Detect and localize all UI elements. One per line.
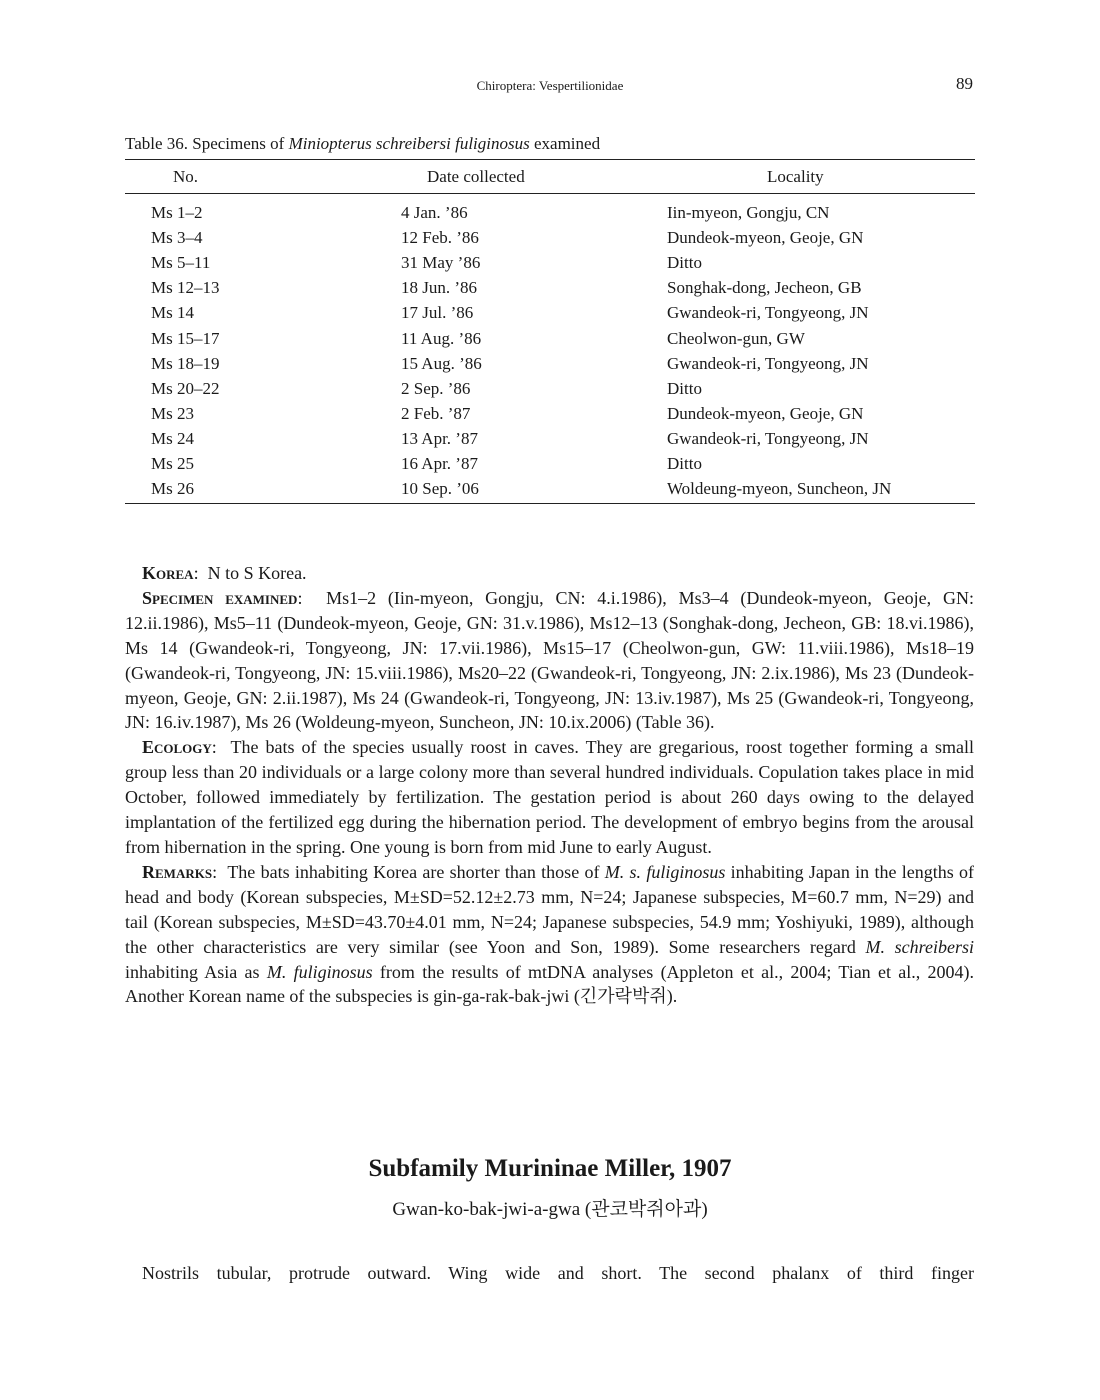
remarks-label: Remarks [142, 861, 213, 882]
cell-no: Ms 25 [151, 453, 194, 473]
cell-locality: Songhak-dong, Jecheon, GB [667, 278, 862, 298]
cell-no: Ms 23 [151, 403, 194, 423]
subfamily-description: Nostrils tubular, protrude outward. Wing wide and short. The second phalanx of third finger [142, 1263, 974, 1283]
cell-locality: Gwandeok-ri, Tongyeong, JN [667, 353, 869, 373]
cell-locality: Ditto [667, 378, 702, 398]
cell-date: 10 Sep. ’06 [401, 476, 667, 504]
table-row [125, 451, 975, 476]
cell-no: Ms 18–19 [151, 353, 220, 373]
remarks-species-1: M. s. fuliginosus [604, 861, 726, 882]
cell-date: 16 Apr. ’87 [401, 453, 478, 473]
column-header-no: No. [125, 160, 401, 194]
remarks-text-2: inhabiting Japan in the lengths of head and body (Korean subspecies, M±SD=52.12±2.73 mm, N=24; Japanese subspecies, M=60.7 mm, N=29) and tail (Korean subspecies, M±SD=43.70±4.01 mm, N=24; Japanese subspecies, 54.9 mm; Yoshiyuki, 1989), although the other characteristics are very similar (see Yoon and Son, 1989). Some researchers regard [125, 861, 974, 957]
cell-locality: Gwandeok-ri, Tongyeong, JN [667, 428, 869, 448]
cell-locality: Ditto [667, 453, 702, 473]
species-account [125, 561, 974, 1009]
korea-paragraph: Korea: N to S Korea. [142, 563, 307, 583]
cell-locality: Cheolwon-gun, GW [667, 328, 805, 348]
subfamily-korean-name: Gwan-ko-bak-jwi-a-gwa (관코박쥐아과) [392, 1199, 708, 1220]
cell-date: 2 Sep. ’86 [401, 378, 471, 398]
caption-prefix: Table 36. Specimens of [125, 134, 289, 153]
remarks-text-3: inhabiting Asia as [125, 961, 267, 982]
cell-date: 2 Feb. ’87 [401, 403, 471, 423]
cell-locality: Dundeok-myeon, Geoje, GN [667, 403, 864, 423]
remarks-text-4: from the results of mtDNA analyses (Appleton et al., 2004; Tian et al., 2004). Another Korean name of the subspecies is gin-ga-rak-bak-jwi (긴가락박쥐). [125, 961, 974, 1007]
ecology-paragraph: Ecology: The bats of the species usually roost in caves. They are gregarious, roost together forming a small group less than 20 individuals or a large colony more than several hundred individuals. Copulation takes place in mid October, followed immediately by fertilization. The gestation period is about 260 days owing to the delayed implantation of the fertilized egg during the hibernation period. The development of embryo begins from the arousal from hibernation in the spring. One young is born from mid June to early August. [125, 737, 974, 857]
table-row [125, 275, 975, 300]
table-row [125, 225, 975, 250]
cell-date: 31 May ’86 [401, 253, 481, 273]
table-row [125, 476, 975, 504]
korea-text: N to S Korea. [207, 563, 307, 583]
table-row [125, 325, 975, 350]
cell-locality: Iin-myeon, Gongju, CN [667, 203, 830, 223]
running-head: Chiroptera: Vespertilionidae [476, 78, 624, 93]
page-number: 89 [956, 74, 973, 93]
cell-no: Ms 3–4 [151, 228, 203, 248]
cell-locality: Woldeung-myeon, Suncheon, JN [667, 476, 975, 504]
specimen-table [125, 159, 975, 504]
table-row [125, 376, 975, 401]
cell-locality: Ditto [667, 253, 702, 273]
table-caption [125, 134, 600, 154]
cell-no: Ms 20–22 [151, 378, 220, 398]
table-row [125, 351, 975, 376]
specimen-text: Ms1–2 (Iin-myeon, Gongju, CN: 4.i.1986), Ms3–4 (Dundeok-myeon, Geoje, GN: 12.ii.1986), Ms5–11 (Dundeok-myeon, Geoje, GN: 31.v.1986), Ms12–13 (Songhak-dong, Jecheon, GB: 18.vi.1986), Ms 14 (Gwandeok-ri, Tongyeong, JN: 17.vii.1986), Ms15–17 (Cheolwon-gun, GW: 11.viii.1986), Ms18–19 (Gwandeok-ri, Tongyeong, JN: 15.viii.1986), Ms20–22 (Gwandeok-ri, Tongyeong, JN: 2.ix.1986), Ms 23 (Dundeok-myeon, Geoje, GN: 2.ii.1987), Ms 24 (Gwandeok-ri, Tongyeong, JN: 13.iv.1987), Ms 25 (Gwandeok-ri, Tongyeong, JN: 16.iv.1987), Ms 26 (Woldeung-myeon, Suncheon, JN: 10.ix.2006) (Table 36). [125, 587, 974, 733]
cell-date: 4 Jan. ’86 [401, 203, 468, 223]
remarks-text-1: The bats inhabiting Korea are shorter than those of [227, 861, 605, 882]
table-row [125, 194, 975, 226]
specimen-label: Specimen examined [142, 587, 298, 608]
table-header-row [125, 160, 975, 194]
table-row [125, 300, 975, 325]
cell-locality: Dundeok-myeon, Geoje, GN [667, 228, 864, 248]
cell-date: 11 Aug. ’86 [401, 328, 482, 348]
cell-no: Ms 14 [151, 303, 194, 323]
column-header-locality: Locality [667, 160, 975, 194]
ecology-label: Ecology [142, 737, 212, 758]
cell-no: Ms 5–11 [151, 253, 211, 273]
column-header-date: Date collected [401, 160, 667, 194]
ecology-text: The bats of the species usually roost in caves. They are gregarious, roost together forming a small group less than 20 individuals or a large colony more than several hundred individuals. Copulation takes place in mid October, followed immediately by fertilization. The gestation period is about 260 days owing to the delayed implantation of the fertilized egg during the hibernation period. The development of embryo begins from the arousal from hibernation in the spring. One young is born from mid June to early August. [125, 737, 974, 857]
remarks-species-2: M. schreibersi [865, 936, 974, 957]
remarks-species-3: M. fuliginosus [266, 961, 373, 982]
korea-label: Korea [142, 563, 194, 583]
table-row [125, 250, 975, 275]
cell-locality: Gwandeok-ri, Tongyeong, JN [667, 303, 869, 323]
cell-date: 17 Jul. ’86 [401, 303, 474, 323]
remarks-paragraph: Remarks: The bats inhabiting Korea are shorter than those of M. s. fuliginosus inhabiting Japan in the lengths of head and body (Korean subspecies, M±SD=52.12±2.73 mm, N=24; Japanese subspecies, M=60.7 mm, N=29) and tail (Korean subspecies, M±SD=43.70±4.01 mm, N=24; Japanese subspecies, 54.9 mm; Yoshiyuki, 1989), although the other characteristics are very similar (see Yoon and Son, 1989). Some researchers regard M. schreibersi inhabiting Asia as M. fuliginosus from the results of mtDNA analyses (Appleton et al., 2004; Tian et al., 2004). Another Korean name of the subspecies is gin-ga-rak-bak-jwi (긴가락박쥐). [125, 861, 974, 1007]
cell-no: Ms 24 [151, 428, 194, 448]
cell-date: 13 Apr. ’87 [401, 428, 478, 448]
table-row [125, 401, 975, 426]
caption-species: Miniopterus schreibersi fuliginosus [288, 134, 530, 153]
cell-date: 12 Feb. ’86 [401, 228, 479, 248]
cell-date: 15 Aug. ’86 [401, 353, 482, 373]
cell-date: 18 Jun. ’86 [401, 278, 478, 298]
page-header [125, 76, 975, 98]
table-row [125, 426, 975, 451]
subfamily-title: Subfamily Murininae Miller, 1907 [368, 1155, 732, 1182]
cell-no: Ms 26 [125, 476, 401, 504]
cell-no: Ms 12–13 [151, 278, 220, 298]
cell-no: Ms 15–17 [151, 328, 220, 348]
specimen-paragraph: Specimen examined: Ms1–2 (Iin-myeon, Gongju, CN: 4.i.1986), Ms3–4 (Dundeok-myeon, Geoje, GN: 12.ii.1986), Ms5–11 (Dundeok-myeon, Geoje, GN: 31.v.1986), Ms12–13 (Songhak-dong, Jecheon, GB: 18.vi.1986), Ms 14 (Gwandeok-ri, Tongyeong, JN: 17.vii.1986), Ms15–17 (Cheolwon-gun, GW: 11.viii.1986), Ms18–19 (Gwandeok-ri, Tongyeong, JN: 15.viii.1986), Ms20–22 (Gwandeok-ri, Tongyeong, JN: 2.ix.1986), Ms 23 (Dundeok-myeon, Geoje, GN: 2.ii.1987), Ms 24 (Gwandeok-ri, Tongyeong, JN: 13.iv.1987), Ms 25 (Gwandeok-ri, Tongyeong, JN: 16.iv.1987), Ms 26 (Woldeung-myeon, Suncheon, JN: 10.ix.2006) (Table 36). [125, 587, 974, 733]
cell-no: Ms 1–2 [151, 203, 203, 223]
caption-suffix: examined [529, 134, 601, 153]
